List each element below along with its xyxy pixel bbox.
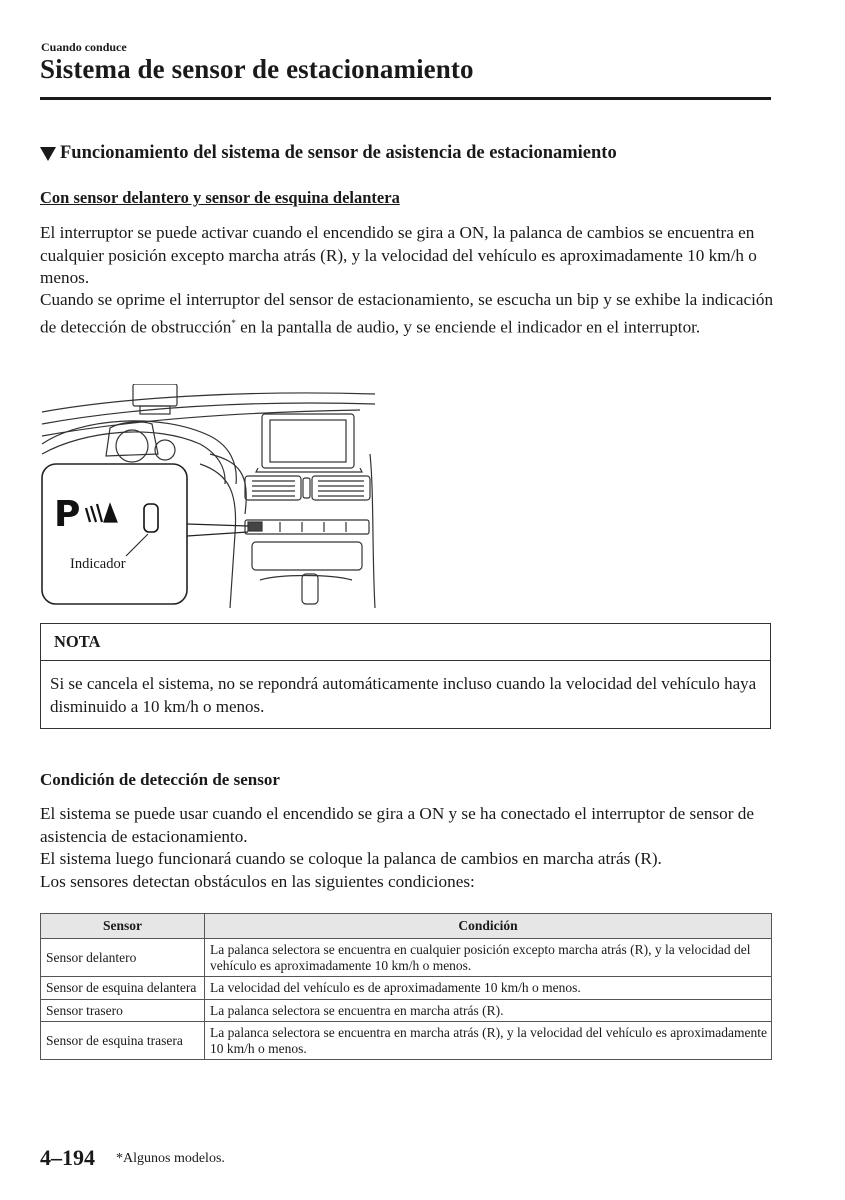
underlined-heading: Con sensor delantero y sensor de esquina delantera bbox=[40, 188, 400, 207]
title-rule bbox=[40, 97, 771, 100]
table-header: Sensor bbox=[41, 914, 205, 939]
section-label: Cuando conduce bbox=[41, 40, 127, 54]
svg-text:P: P bbox=[54, 494, 81, 535]
condition-paragraph bbox=[40, 803, 775, 893]
paragraph-2 bbox=[40, 289, 775, 339]
table-header-row bbox=[41, 914, 772, 939]
indicator-callout-label: Indicador bbox=[70, 556, 126, 572]
note-text: Si se cancela el sistema, no se repondrá automáticamente incluso cuando la velocidad del vehículo haya disminuido a 10 km/h o menos. bbox=[50, 674, 757, 716]
note-title: NOTA bbox=[41, 624, 770, 661]
table-header: Condición bbox=[205, 914, 772, 939]
subsection-heading bbox=[40, 143, 617, 164]
table-cell: Sensor de esquina delantera bbox=[41, 977, 205, 1000]
table-cell: La palanca selectora se encuentra en marcha atrás (R), y la velocidad del vehículo es aproximadamente 10 km/h o menos. bbox=[205, 1022, 772, 1060]
table-row bbox=[41, 939, 772, 977]
condition-line: El sistema se puede usar cuando el encendido se gira a ON y se ha conectado el interruptor de sensor de asistencia de estacionamiento. bbox=[40, 804, 754, 846]
condition-line: Los sensores detectan obstáculos en las siguientes condiciones: bbox=[40, 871, 475, 891]
page-title: Sistema de sensor de estacionamiento bbox=[40, 54, 474, 84]
paragraph-2-text: Cuando se oprime el interruptor del sensor de estacionamiento, se escucha un bip y se exhibe la indicación de detección de obstrucción bbox=[40, 290, 774, 337]
paragraph-1: El interruptor se puede activar cuando el encendido se gira a ON, la palanca de cambios se encuentra en cualquier posición excepto marcha atrás (R), y la velocidad del vehículo es aproximadamente 10 km/h o menos. bbox=[40, 223, 757, 287]
footnote-mark: * bbox=[231, 317, 236, 328]
table-row bbox=[41, 977, 772, 1000]
table-row bbox=[41, 999, 772, 1022]
condition-heading: Condición de detección de sensor bbox=[40, 770, 280, 789]
dashboard-illustration bbox=[40, 384, 380, 608]
table-cell: Sensor trasero bbox=[41, 999, 205, 1022]
table-cell: La velocidad del vehículo es de aproximadamente 10 km/h o menos. bbox=[205, 977, 772, 1000]
paragraph-2-text-end: en la pantalla de audio, y se enciende el indicador en el interruptor. bbox=[235, 317, 701, 337]
footnote: *Algunos modelos. bbox=[116, 1151, 225, 1166]
table-cell: Sensor de esquina trasera bbox=[41, 1022, 205, 1060]
table-cell: La palanca selectora se encuentra en marcha atrás (R). bbox=[205, 999, 772, 1022]
triangle-bullet-icon bbox=[40, 147, 56, 161]
table-cell: La palanca selectora se encuentra en cualquier posición excepto marcha atrás (R), y la velocidad del vehículo es aproximadamente 10 km/h o menos. bbox=[205, 939, 772, 977]
subsection-heading-text: Funcionamiento del sistema de sensor de asistencia de estacionamiento bbox=[60, 143, 617, 163]
sensor-condition-table bbox=[40, 913, 772, 1060]
page-number: 4–194 bbox=[40, 1145, 95, 1170]
note-box bbox=[40, 623, 771, 729]
table-row bbox=[41, 1022, 772, 1060]
condition-line: El sistema luego funcionará cuando se coloque la palanca de cambios en marcha atrás (R). bbox=[40, 849, 662, 868]
table-cell: Sensor delantero bbox=[41, 939, 205, 977]
